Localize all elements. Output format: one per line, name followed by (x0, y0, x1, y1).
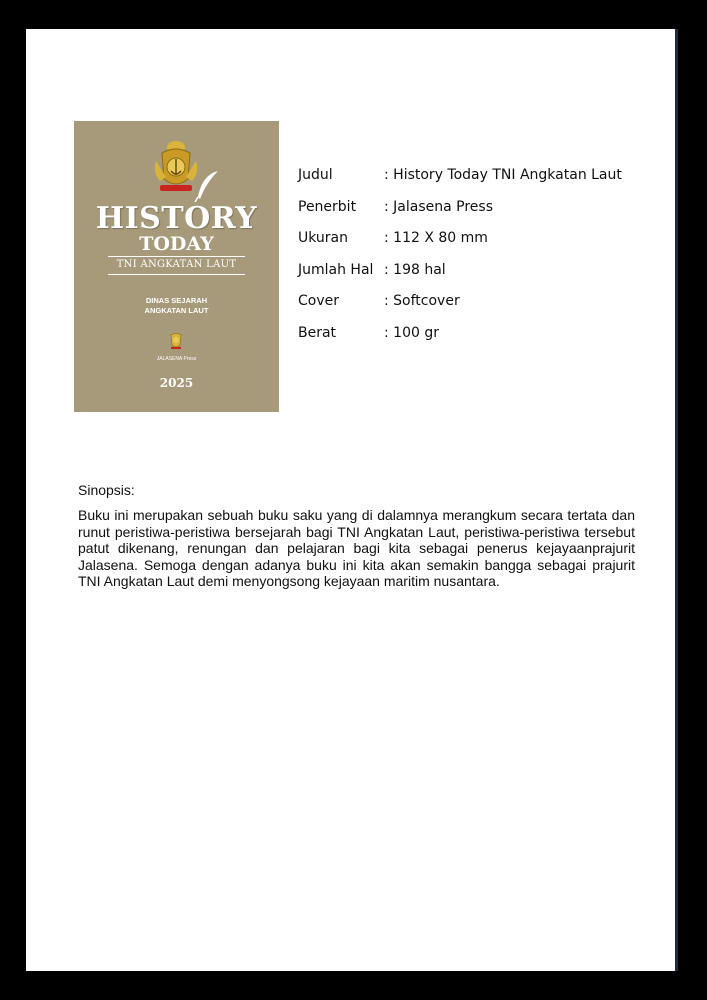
spec-value: : 100 gr (384, 324, 439, 341)
spec-row (298, 230, 622, 262)
spec-value: : Jalasena Press (384, 198, 493, 215)
book-cover-image (74, 121, 279, 412)
spec-label: Jumlah Hal (298, 261, 374, 278)
document-page (26, 29, 678, 971)
cover-subtitle: TNI ANGKATAN LAUT (116, 259, 237, 270)
synopsis-heading: Sinopsis: (78, 482, 135, 498)
cover-author-line: DINAS SEJARAH (145, 296, 208, 305)
book-specs (298, 167, 622, 356)
cover-author (74, 296, 279, 316)
spec-label: Berat (298, 324, 337, 341)
cover-author-line: ANGKATAN LAUT (144, 306, 209, 315)
publisher-emblem-icon (168, 331, 184, 351)
spec-label: Cover (298, 293, 339, 309)
spec-row (298, 167, 622, 199)
spec-value: : 112 X 80 mm (384, 230, 488, 246)
cover-divider (108, 274, 245, 275)
spec-label: Judul (298, 167, 333, 183)
cover-title-today: TODAY (139, 233, 214, 255)
spec-row (298, 262, 622, 294)
cover-title: HISTORY (95, 201, 258, 236)
synopsis-section (78, 482, 635, 590)
cover-year: 2025 (159, 376, 194, 390)
spec-row (298, 199, 622, 231)
spec-row (298, 293, 622, 325)
spec-label: Penerbit (298, 198, 357, 215)
quill-icon (192, 169, 220, 203)
spec-value: : 198 hal (384, 261, 446, 278)
synopsis-body: Buku ini merupakan sebuah buku saku yang di dalamnya merangkum secara tertata dan runut peristiwa-peristiwa bersejarah bagi TNI Angkatan Laut, peristiwa-peristiwa tersebut patut dikenang, renungan dan pelajaran bagi kita sebagai penerus kejayaanprajurit Jalasena. Semoga dengan adanya buku ini kita akan semakin bangga sebagai prajurit TNI Angkatan Laut demi menyongsong kejayaan maritim nusantara. (78, 507, 635, 589)
cover-publisher: JALASENA Press (156, 356, 197, 362)
spec-label: Ukuran (298, 230, 349, 246)
cover-divider (108, 256, 245, 257)
spec-value: : History Today TNI Angkatan Laut (384, 167, 622, 183)
spec-value: : Softcover (384, 293, 460, 309)
spec-row (298, 325, 622, 357)
